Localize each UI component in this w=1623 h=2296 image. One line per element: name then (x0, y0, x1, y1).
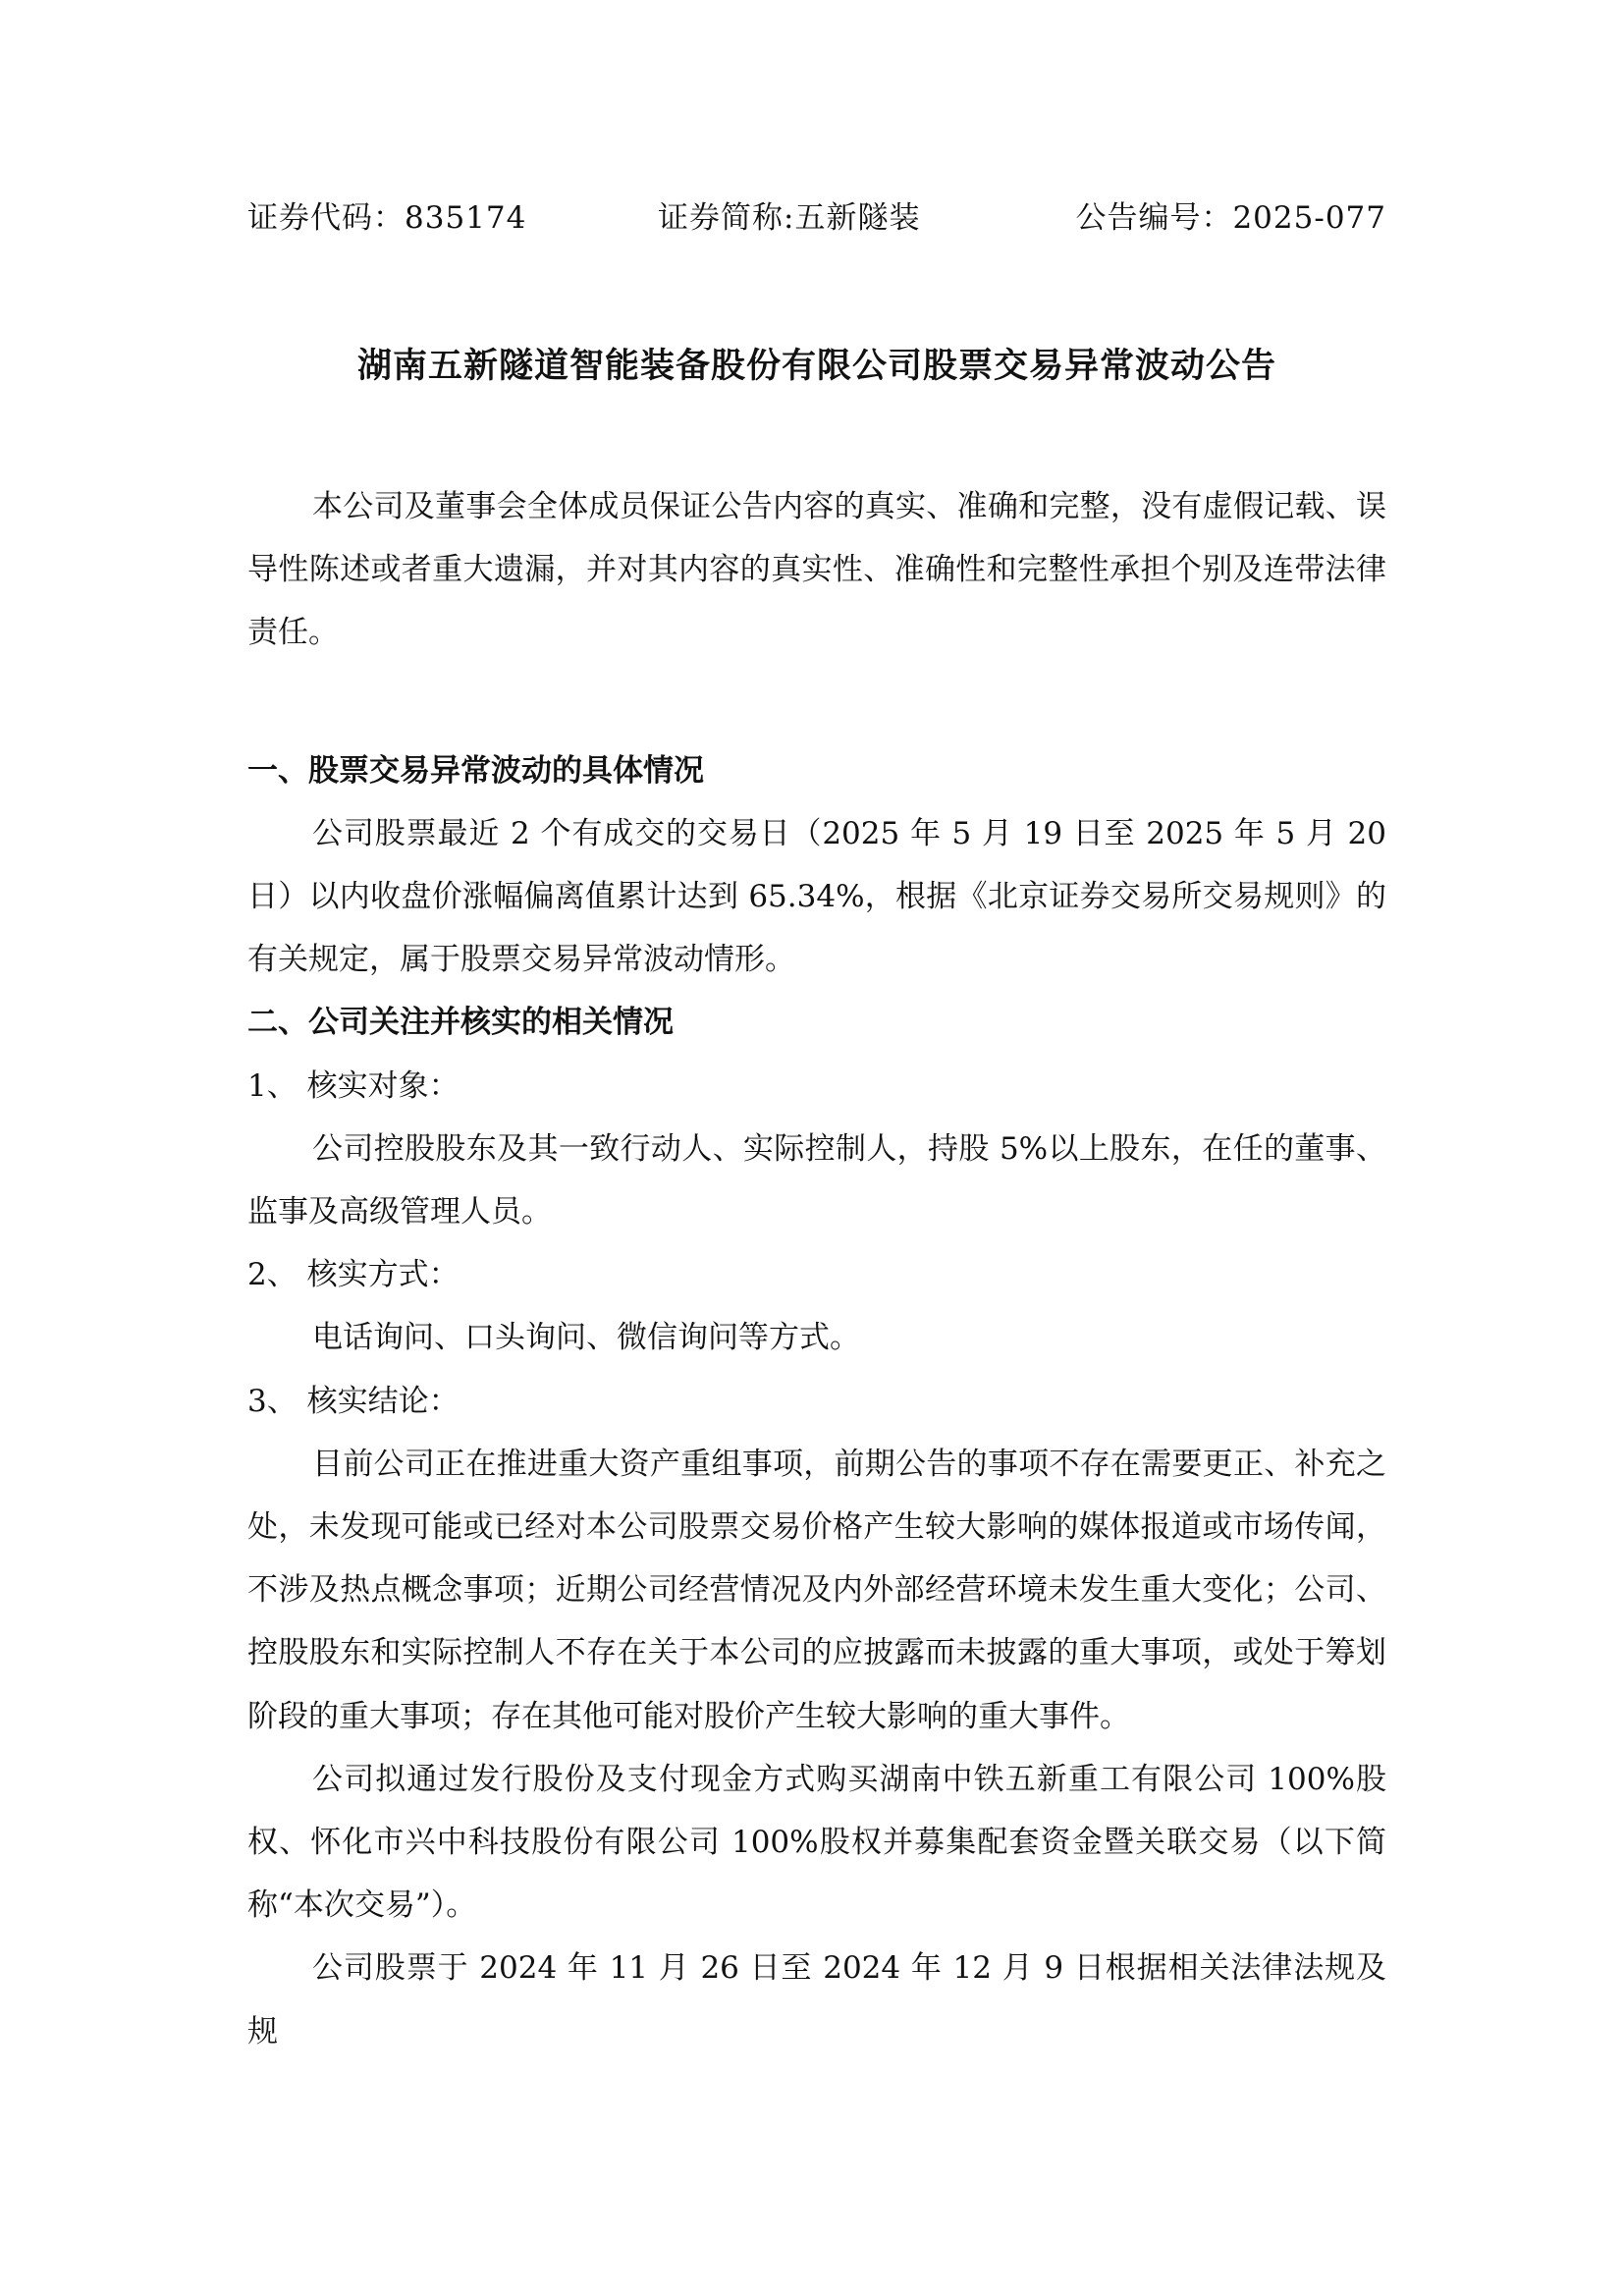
item-3-text: 目前公司正在推进重大资产重组事项，前期公告的事项不存在需要更正、补充之处，未发现可能或已经对本公司股票交易价格产生较大影响的媒体报道或市场传闻，不涉及热点概念事项；近期公司经营情况及内外部经营环境未发生重大变化；公司、控股股东和实际控制人不存在关于本公司的应披露而未披露的重大事项，或处于筹划阶段的重大事项；存在其他可能对股价产生较大影响的重大事件。 (247, 1446, 1386, 1734)
section-2-heading: 二、公司关注并核实的相关情况 (247, 1005, 674, 1041)
securities-code: 证券代码：835174 (247, 200, 527, 236)
item-1-text: 公司控股股东及其一致行动人、实际控制人，持股 5%以上股东，在任的董事、监事及高级管理人员。 (247, 1130, 1386, 1230)
securities-abbreviation: 证券简称:五新隧装 (658, 200, 921, 236)
section-1-text: 公司股票最近 2 个有成交的交易日（2025 年 5 月 19 日至 2025 年 5 月 20 日）以内收盘价涨幅偏离值累计达到 65.34%，根据《北京证券交易所交易规则》的有关规定，属于股票交易异常波动情形。 (247, 815, 1386, 978)
item-2-text: 电话询问、口头询问、微信询问等方式。 (312, 1320, 860, 1356)
document-header (247, 192, 1386, 242)
document-body (247, 475, 1386, 2063)
transaction-paragraph: 公司拟通过发行股份及支付现金方式购买湖南中铁五新重工有限公司 100%股权、怀化市兴中科技股份有限公司 100%股权并募集配套资金暨关联交易（以下简称“本次交易”）。 (247, 1761, 1386, 1924)
item-2-label: 2、 核实方式： (247, 1257, 460, 1293)
section-1-heading: 一、股票交易异常波动的具体情况 (247, 752, 704, 789)
item-3-label: 3、 核实结论： (247, 1383, 460, 1419)
board-statement: 本公司及董事会全体成员保证公告内容的真实、准确和完整，没有虚假记载、误导性陈述或者重大遗漏，并对其内容的真实性、准确性和完整性承担个别及连带法律责任。 (247, 489, 1386, 651)
notice-number: 公告编号：2025-077 (1075, 200, 1386, 236)
suspension-paragraph: 公司股票于 2024 年 11 月 26 日至 2024 年 12 月 9 日根据相关法律法规及规 (247, 1950, 1386, 2050)
document-title: 湖南五新隧道智能装备股份有限公司股票交易异常波动公告 (356, 346, 1276, 386)
item-1-label: 1、 核实对象： (247, 1067, 460, 1104)
